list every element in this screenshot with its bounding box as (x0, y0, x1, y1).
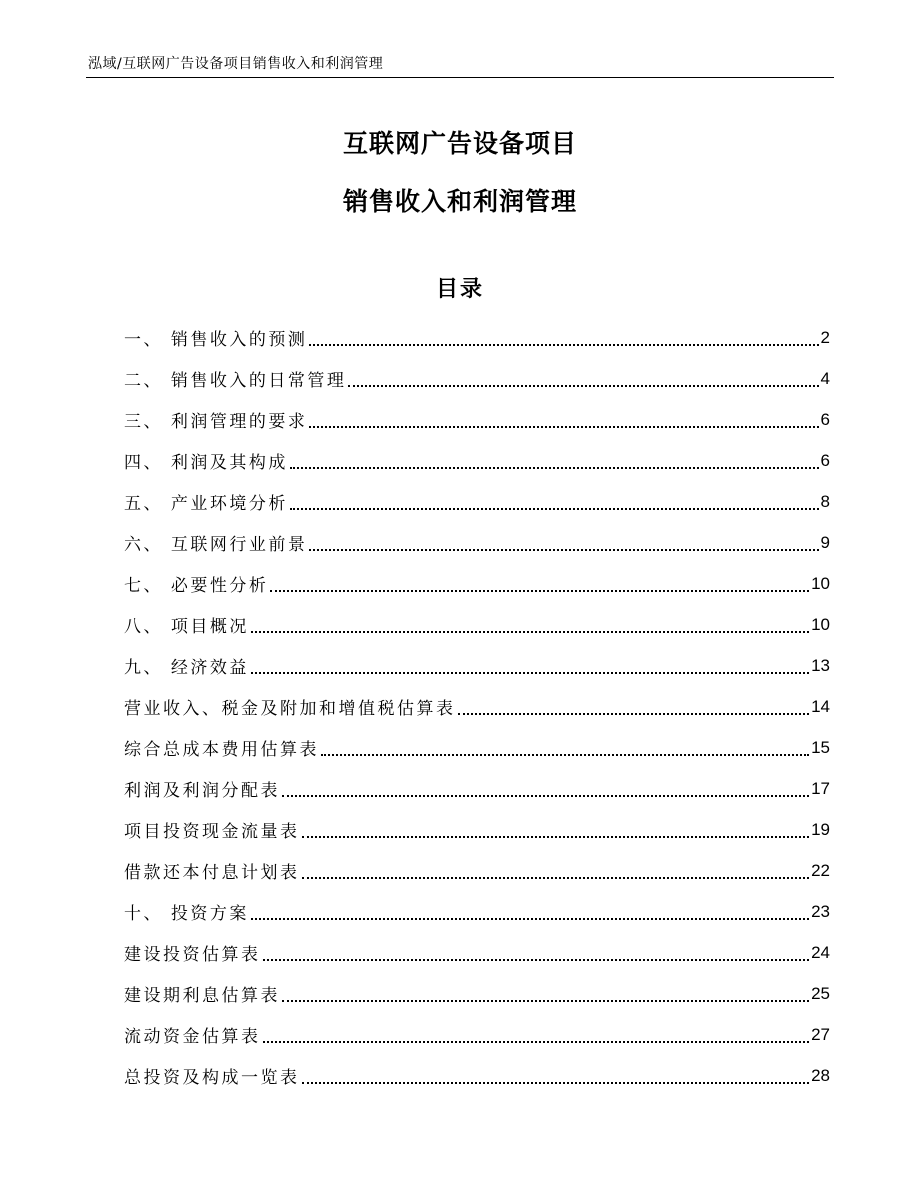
toc-entry-title: 营业收入、税金及附加和增值税估算表 (124, 699, 456, 719)
toc-entry[interactable] (124, 1014, 830, 1055)
toc-dot-leader (321, 754, 809, 756)
toc-entry-page: 2 (820, 327, 830, 347)
toc-entry[interactable] (124, 932, 830, 973)
toc-dot-leader (263, 959, 810, 961)
toc-entry-page: 13 (811, 655, 830, 675)
toc-entry-page: 10 (811, 614, 830, 634)
toc-entry-title: 综合总成本费用估算表 (124, 740, 319, 760)
toc-entry[interactable] (124, 358, 830, 399)
toc-dot-leader (251, 918, 809, 920)
toc-entry-page: 14 (811, 696, 830, 716)
toc-entry-page: 8 (820, 491, 830, 511)
toc-entry-page: 9 (820, 532, 830, 552)
toc-dot-leader (309, 344, 818, 346)
toc-entry-page: 17 (811, 778, 830, 798)
toc-entry[interactable] (124, 891, 830, 932)
toc-entry-title: 八、 项目概况 (124, 617, 249, 637)
toc-entry[interactable] (124, 563, 830, 604)
toc-entry-page: 6 (820, 409, 830, 429)
toc-entry[interactable] (124, 645, 830, 686)
toc-entry-title: 九、 经济效益 (124, 658, 249, 678)
toc-dot-leader (302, 1082, 810, 1084)
toc-entry-page: 28 (811, 1065, 830, 1085)
toc-entry-title: 一、 销售收入的预测 (124, 330, 308, 350)
toc-entry-title: 借款还本付息计划表 (124, 863, 300, 883)
toc-entry[interactable] (124, 481, 830, 522)
toc-entry-title: 十、 投资方案 (124, 904, 249, 924)
toc-dot-leader (309, 549, 818, 551)
running-header: 泓域/互联网广告设备项目销售收入和利润管理 (88, 56, 384, 72)
toc-entry-page: 25 (811, 983, 830, 1003)
toc-dot-leader (270, 590, 809, 592)
toc-dot-leader (282, 1000, 809, 1002)
toc-entry-page: 10 (811, 573, 830, 593)
toc-dot-leader (263, 1041, 810, 1043)
toc-entry-page: 24 (811, 942, 830, 962)
document-title-line-2: 销售收入和利润管理 (342, 187, 577, 216)
toc-entry-title: 六、 互联网行业前景 (124, 535, 308, 555)
document-title-line-1: 互联网广告设备项目 (342, 129, 577, 158)
toc-entry-title: 总投资及构成一览表 (124, 1068, 300, 1088)
toc-entry-page: 23 (811, 901, 830, 921)
toc-entry-title: 建设期利息估算表 (124, 986, 280, 1006)
toc-dot-leader (302, 877, 810, 879)
toc-entry-title: 建设投资估算表 (124, 945, 261, 965)
toc-entry[interactable] (124, 440, 830, 481)
toc-dot-leader (290, 508, 819, 510)
toc-dot-leader (251, 672, 809, 674)
toc-entry-title: 五、 产业环境分析 (124, 494, 288, 514)
toc-entry[interactable] (124, 317, 830, 358)
toc-entry[interactable] (124, 768, 830, 809)
toc-entry-page: 22 (811, 860, 830, 880)
toc-entry-page: 4 (820, 368, 830, 388)
toc-entry-page: 6 (820, 450, 830, 470)
toc-entry[interactable] (124, 973, 830, 1014)
toc-entry-page: 19 (811, 819, 830, 839)
toc-dot-leader (309, 426, 818, 428)
toc-entry-title: 四、 利润及其构成 (124, 453, 288, 473)
toc-entry-title: 七、 必要性分析 (124, 576, 269, 596)
toc-entry[interactable] (124, 522, 830, 563)
toc-entry-page: 27 (811, 1024, 830, 1044)
table-of-contents (124, 317, 830, 1096)
toc-dot-leader (458, 713, 810, 715)
toc-entry[interactable] (124, 604, 830, 645)
toc-entry[interactable] (124, 686, 830, 727)
toc-entry[interactable] (124, 850, 830, 891)
toc-dot-leader (251, 631, 809, 633)
toc-dot-leader (282, 795, 809, 797)
toc-entry-title: 三、 利润管理的要求 (124, 412, 308, 432)
toc-entry-title: 利润及利润分配表 (124, 781, 280, 801)
toc-entry-title: 项目投资现金流量表 (124, 822, 300, 842)
toc-entry[interactable] (124, 399, 830, 440)
toc-entry[interactable] (124, 1055, 830, 1096)
toc-entry[interactable] (124, 809, 830, 850)
toc-heading: 目录 (435, 277, 484, 302)
toc-entry-page: 15 (811, 737, 830, 757)
toc-entry[interactable] (124, 727, 830, 768)
toc-entry-title: 二、 销售收入的日常管理 (124, 371, 347, 391)
toc-dot-leader (302, 836, 810, 838)
header-divider (86, 77, 834, 78)
toc-dot-leader (348, 385, 818, 387)
toc-entry-title: 流动资金估算表 (124, 1027, 261, 1047)
toc-dot-leader (290, 467, 819, 469)
